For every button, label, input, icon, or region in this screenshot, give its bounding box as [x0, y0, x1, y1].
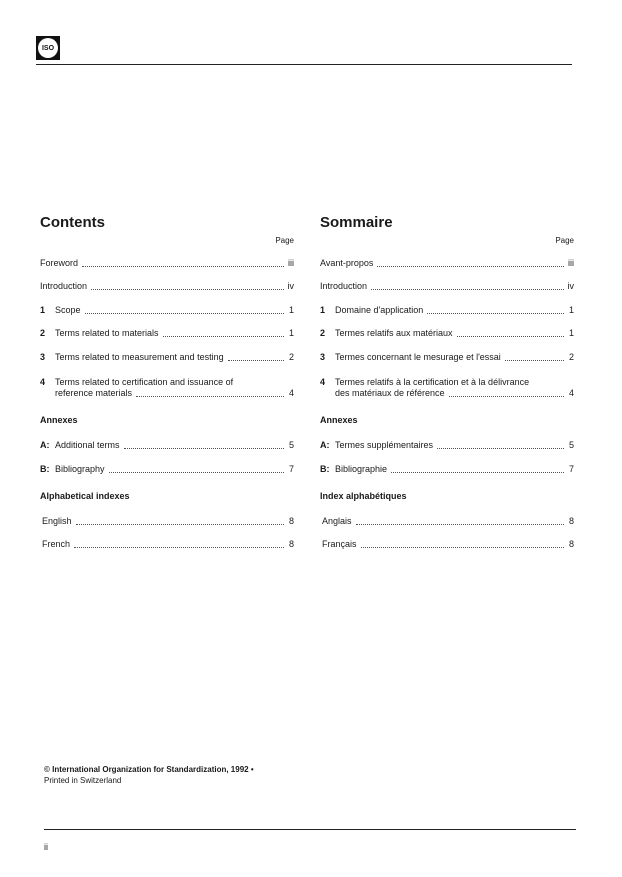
- toc-entry-page: iv: [287, 281, 294, 291]
- leader-dots: [449, 396, 564, 397]
- toc-entry-page: iii: [288, 258, 294, 268]
- toc-entry-index-french[interactable]: [40, 539, 294, 550]
- toc-entry-avant-propos[interactable]: [320, 258, 574, 269]
- toc-entry-clause-1[interactable]: [40, 305, 294, 316]
- printed-in-line: Printed in Switzerland: [44, 776, 122, 785]
- annex-letter: A:: [40, 440, 50, 450]
- toc-entry-line2: [55, 388, 294, 399]
- toc-entry-clause-3-fr[interactable]: [320, 352, 574, 363]
- toc-entry-clause-1-fr[interactable]: [320, 305, 574, 316]
- toc-entry-page: iv: [567, 281, 574, 291]
- toc-entry-text: Terms related to materials: [55, 328, 159, 338]
- toc-entry-text: Bibliography: [55, 464, 105, 474]
- toc-entry-page: iii: [568, 258, 574, 268]
- toc-entry-text: Domaine d'application: [335, 305, 424, 315]
- toc-entry-body: [55, 377, 294, 399]
- toc-entry-page: 5: [288, 440, 294, 450]
- header-rule: [36, 64, 572, 65]
- sommaire-title: Sommaire: [320, 214, 393, 231]
- toc-entry-text: Avant-propos: [320, 258, 374, 268]
- leader-dots: [377, 266, 564, 267]
- clause-number: 4: [40, 377, 46, 387]
- toc-entry-text: Termes relatifs aux matériaux: [335, 328, 453, 338]
- toc-entry-introduction[interactable]: [40, 281, 294, 292]
- indexes-heading: Alphabetical indexes: [40, 491, 130, 501]
- contents-title: Contents: [40, 214, 105, 231]
- toc-entry-index-francais[interactable]: [320, 539, 574, 550]
- toc-entry-page: 8: [288, 539, 294, 549]
- leader-dots: [163, 336, 284, 337]
- toc-entry-text: French: [42, 539, 71, 549]
- toc-entry-text: Additional terms: [55, 440, 120, 450]
- toc-entry-index-anglais[interactable]: [320, 516, 574, 527]
- toc-entry-page: 1: [568, 328, 574, 338]
- toc-entry-page: 8: [568, 516, 574, 526]
- sommaire-column: [320, 212, 574, 550]
- toc-entry-line2: [335, 388, 574, 399]
- annex-letter: B:: [40, 464, 50, 474]
- toc-entry-page: 1: [568, 305, 574, 315]
- toc-entry-annex-a[interactable]: [40, 440, 294, 451]
- leader-dots: [85, 313, 284, 314]
- toc-entry-page: 4: [288, 388, 294, 398]
- toc-entry-page: 8: [288, 516, 294, 526]
- copyright-notice: [44, 764, 254, 786]
- toc-entry-page: 1: [288, 328, 294, 338]
- toc-entry-clause-2-fr[interactable]: [320, 328, 574, 339]
- toc-entry-clause-3[interactable]: [40, 352, 294, 363]
- toc-entry-text: Introduction: [40, 281, 88, 291]
- iso-logo: [36, 36, 60, 60]
- leader-dots: [437, 448, 564, 449]
- annexes-heading-fr: Annexes: [320, 415, 358, 425]
- leader-dots: [91, 289, 283, 290]
- toc-entry-text: Bibliographie: [335, 464, 388, 474]
- toc-entry-text-line2: des matériaux de référence: [335, 388, 445, 398]
- leader-dots: [82, 266, 284, 267]
- leader-dots: [124, 448, 284, 449]
- toc-entry-foreword[interactable]: [40, 258, 294, 269]
- toc-entry-text: Foreword: [40, 258, 79, 268]
- leader-dots: [361, 547, 564, 548]
- toc-entry-annex-a-fr[interactable]: [320, 440, 574, 451]
- toc-entry-text: Introduction: [320, 281, 368, 291]
- toc-entry-text: Scope: [55, 305, 81, 315]
- toc-entry-page: 8: [568, 539, 574, 549]
- toc-entry-page: 2: [288, 352, 294, 362]
- toc-entry-text: English: [42, 516, 72, 526]
- toc-entry-page: 5: [568, 440, 574, 450]
- toc-entry-clause-4-fr[interactable]: [320, 377, 574, 399]
- leader-dots: [109, 472, 284, 473]
- clause-number: 2: [40, 328, 46, 338]
- page-column-header: Page: [275, 236, 294, 245]
- annexes-heading: Annexes: [40, 415, 78, 425]
- clause-number: 4: [320, 377, 326, 387]
- clause-number: 3: [320, 352, 326, 362]
- leader-dots: [76, 524, 284, 525]
- toc-entry-text: Termes supplémentaires: [335, 440, 434, 450]
- toc-entry-text: Français: [322, 539, 357, 549]
- clause-number: 1: [40, 305, 46, 315]
- contents-column: [40, 212, 294, 550]
- toc-entry-introduction-fr[interactable]: [320, 281, 574, 292]
- toc-entry-text-line1: Terms related to certification and issuance of: [55, 377, 234, 387]
- toc-entry-body: [335, 377, 574, 399]
- indexes-heading-fr: Index alphabétiques: [320, 491, 407, 501]
- annex-letter: A:: [320, 440, 330, 450]
- iso-logo-ring: [38, 38, 58, 58]
- toc-entry-text-line2: reference materials: [55, 388, 133, 398]
- leader-dots: [505, 360, 564, 361]
- clause-number: 1: [320, 305, 326, 315]
- leader-dots: [136, 396, 284, 397]
- leader-dots: [427, 313, 564, 314]
- leader-dots: [371, 289, 563, 290]
- toc-entry-text-line1: Termes relatifs à la certification et à la délivrance: [335, 377, 530, 387]
- page-column-header: Page: [555, 236, 574, 245]
- toc-entry-page: 7: [288, 464, 294, 474]
- toc-entry-page: 7: [568, 464, 574, 474]
- toc-entry-text: Anglais: [322, 516, 352, 526]
- clause-number: 3: [40, 352, 46, 362]
- toc-entry-clause-4[interactable]: [40, 377, 294, 399]
- leader-dots: [391, 472, 564, 473]
- annex-letter: B:: [320, 464, 330, 474]
- toc-entry-clause-2[interactable]: [40, 328, 294, 339]
- toc-entry-page: 4: [568, 388, 574, 398]
- toc-entry-annex-b-fr[interactable]: [320, 464, 574, 475]
- leader-dots: [74, 547, 284, 548]
- toc-entry-page: 2: [568, 352, 574, 362]
- toc-entry-text: Terms related to measurement and testing: [55, 352, 224, 362]
- leader-dots: [356, 524, 564, 525]
- toc-entry-index-english[interactable]: [40, 516, 294, 527]
- copyright-line: © International Organization for Standardization, 1992 •: [44, 765, 254, 774]
- page-number: ii: [44, 842, 48, 852]
- toc-entry-annex-b[interactable]: [40, 464, 294, 475]
- leader-dots: [228, 360, 284, 361]
- toc-entry-text: Termes concernant le mesurage et l'essai: [335, 352, 501, 362]
- footer-rule: [44, 829, 576, 830]
- clause-number: 2: [320, 328, 326, 338]
- leader-dots: [457, 336, 564, 337]
- iso-logo-text: ISO: [41, 44, 55, 52]
- toc-entry-page: 1: [288, 305, 294, 315]
